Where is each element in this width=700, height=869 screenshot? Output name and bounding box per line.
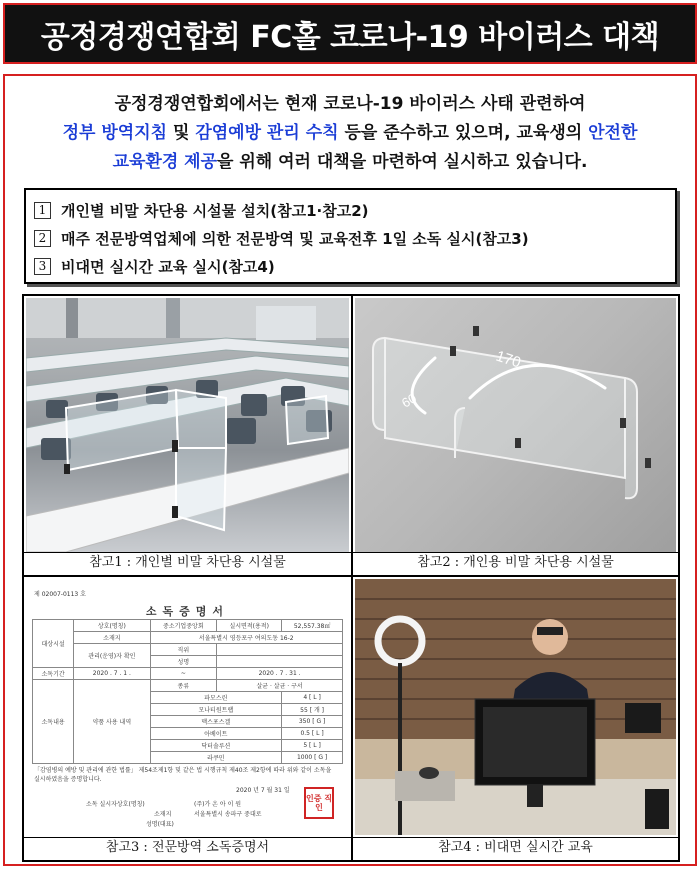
- measure-number: 3: [34, 258, 51, 275]
- measure-item: [34, 196, 667, 224]
- cert-cell: 대상시설: [33, 620, 74, 668]
- cert-cell: 성명: [150, 656, 217, 668]
- intro-highlight-environment: 교육환경 제공: [112, 152, 218, 172]
- cert-cell: 약품 사용 내역: [74, 680, 150, 764]
- measure-text: 매주 전문방역업체에 의한 전문방역 및 교육전후 1일 소독 실시(참고3): [61, 229, 529, 248]
- cert-cell: 소재지: [74, 632, 150, 644]
- intro-line-3: [5, 148, 695, 177]
- certificate-issuer-name: (주)가 온 아 이 원: [194, 801, 242, 808]
- intro-text-fragment: 을 위해 여러 대책을 마련하여 실시하고 있습니다.: [217, 152, 588, 172]
- cert-cell: 52,557.38㎡: [282, 620, 343, 632]
- cert-cell: 라쿠민: [150, 752, 282, 764]
- cert-cell: 맥스포스겔: [150, 716, 282, 728]
- cert-cell: 소독내용: [33, 680, 74, 764]
- cert-cell: 55 [ 개 ]: [282, 704, 343, 716]
- cert-cell: 닥터솔루션: [150, 740, 282, 752]
- page-header: [3, 3, 697, 64]
- cert-cell: 모나티원트랩: [150, 704, 282, 716]
- seal-stamp-icon: 인증 직인: [304, 787, 334, 819]
- classroom-illustration: [26, 298, 349, 552]
- cert-cell: [217, 644, 343, 656]
- cert-cell: 소독기간: [33, 668, 74, 680]
- cert-cell: 실시면적(용적): [217, 620, 282, 632]
- caption-ref3: 참고3 : 전문방역 소독증명서: [24, 837, 351, 858]
- reference-grid: [22, 294, 680, 862]
- partition-render-image: [355, 298, 676, 552]
- cert-cell: 상호(명칭): [74, 620, 150, 632]
- cert-cell: 아베이트: [150, 728, 282, 740]
- cert-cell: 직위: [150, 644, 217, 656]
- caption-ref1: 참고1 : 개인별 비말 차단용 시설물: [24, 552, 351, 573]
- measure-text: 개인별 비말 차단용 시설물 설치(참고1·참고2): [61, 201, 369, 220]
- caption-ref2: 참고2 : 개인용 비말 차단용 시설물: [353, 552, 678, 573]
- dimension-60-label: 60: [399, 390, 420, 411]
- cert-cell: 0.5 [ L ]: [282, 728, 343, 740]
- cert-cell: 서울특별시 영등포구 여의도동 16-2: [150, 632, 342, 644]
- measure-text: 비대면 실시간 교육 실시(참고4): [61, 257, 275, 276]
- measures-box: [24, 188, 677, 284]
- certificate-address-label: 소재지: [154, 811, 172, 818]
- disinfection-certificate: [26, 579, 349, 835]
- cert-cell: 4 [ L ]: [282, 692, 343, 704]
- intro-text-fragment: 등을 준수하고 있으며, 교육생의: [338, 123, 589, 143]
- intro-text-fragment: 및: [167, 123, 196, 143]
- certificate-issuer-label: 소독 실시자상호(명칭): [86, 801, 145, 808]
- cert-cell: 2020 . 7 . 31 .: [217, 668, 343, 680]
- cert-cell: 2020 . 7 . 1 .: [74, 668, 150, 680]
- intro-line-1: 공정경쟁연합회에서는 현재 코로나-19 바이러스 사태 관련하여: [114, 94, 586, 114]
- cert-cell: 관리(운영)자 확인: [74, 644, 150, 668]
- grid-divider-vertical: [351, 296, 353, 860]
- certificate-rep-label: 성명(대표): [146, 821, 174, 828]
- intro-highlight-guideline: 정부 방역지침: [62, 123, 168, 143]
- measure-number: 1: [34, 202, 51, 219]
- caption-ref4: 참고4 : 비대면 실시간 교육: [353, 837, 678, 858]
- cert-cell: [217, 656, 343, 668]
- cert-cell: 중소기업중앙회: [150, 620, 217, 632]
- cert-cell: 5 [ L ]: [282, 740, 343, 752]
- intro-text: [5, 90, 695, 177]
- content-frame: [3, 74, 697, 866]
- page-title: 공정경쟁연합회 FC홀 코로나-19 바이러스 대책: [40, 19, 660, 55]
- certificate-number: 제 02007-0113 호: [34, 591, 86, 598]
- certificate-law-text: 「감염병의 예방 및 관리에 관한 법률」 제54조제1항 및 같은 법 시행규칙 제40조 제2항에 따라 위와 같이 소독을 실시하였음을 증명합니다.: [34, 767, 332, 783]
- measure-number: 2: [34, 230, 51, 247]
- certificate-table: [32, 619, 343, 764]
- intro-highlight-rules: 감염예방 관리 수칙: [195, 123, 339, 143]
- online-lecture-photo: [355, 579, 676, 835]
- certificate-title: 소독증명서: [145, 605, 230, 618]
- cert-cell: 살균 · 살균 · 구서: [217, 680, 343, 692]
- cert-cell: 1000 [ G ]: [282, 752, 343, 764]
- intro-highlight-safe: 안전한: [588, 123, 638, 143]
- cert-cell: 350 [ G ]: [282, 716, 343, 728]
- measure-item: [34, 224, 667, 252]
- cert-cell: 파모스린: [150, 692, 282, 704]
- dimension-170-label: 170: [493, 347, 523, 372]
- partition-render-illustration: [355, 298, 676, 552]
- measure-item: [34, 252, 667, 280]
- cert-cell: ~: [150, 668, 217, 680]
- lecture-illustration: [355, 579, 676, 835]
- cert-cell: 종류: [150, 680, 217, 692]
- classroom-partition-photo: [26, 298, 349, 552]
- certificate-date: 2020 년 7 월 31 일: [236, 787, 290, 794]
- certificate-address: 서울특별시 송파구 중대로: [194, 811, 262, 818]
- intro-line-2: [5, 119, 695, 148]
